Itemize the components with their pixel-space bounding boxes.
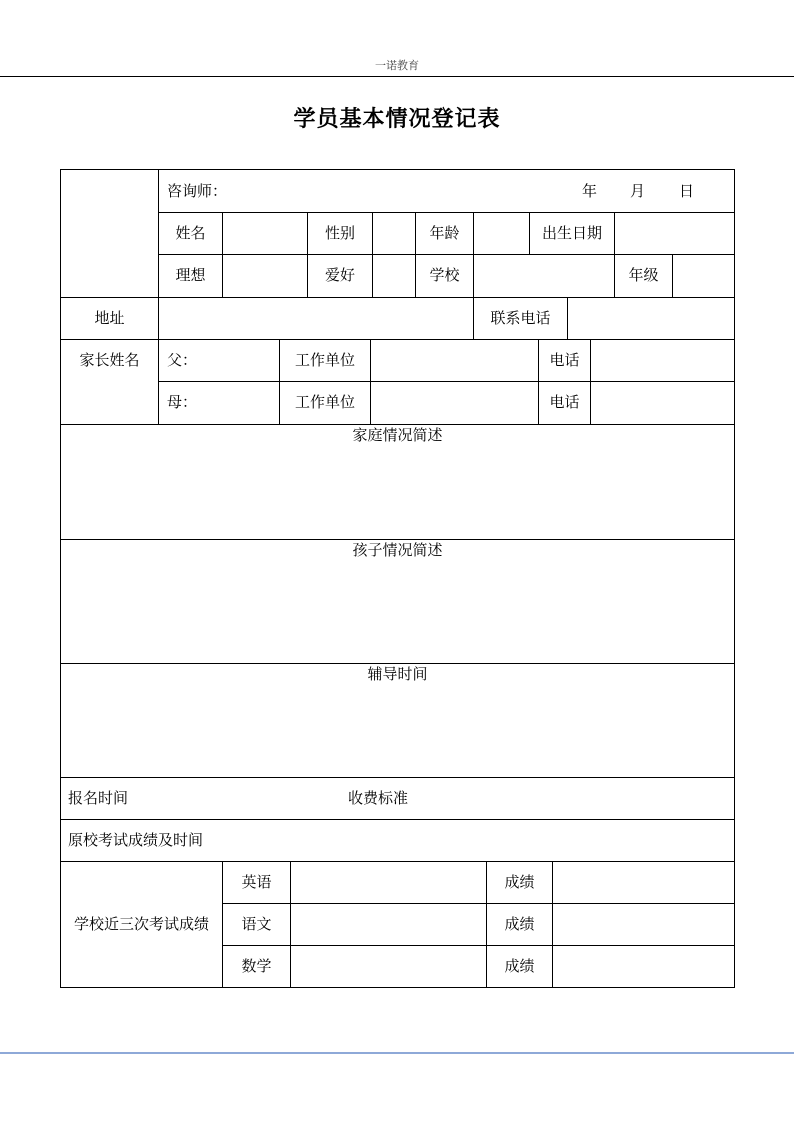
- grid-line: [222, 903, 734, 904]
- tutoring-time-label: 辅导时间: [367, 665, 428, 683]
- subject-english-label: 英语: [241, 873, 272, 891]
- registration-form: [60, 169, 735, 988]
- score-label: 成绩: [504, 957, 535, 975]
- address-label: 地址: [94, 309, 125, 327]
- school-label: 学校: [429, 266, 460, 284]
- family-description-label: 家庭情况简述: [352, 426, 443, 444]
- grid-line: [290, 861, 291, 987]
- mother-phone-label: 电话: [549, 393, 580, 411]
- header-divider: [0, 76, 794, 77]
- gender-label: 性别: [324, 224, 355, 242]
- contact-phone-label: 联系电话: [490, 309, 551, 327]
- score-label: 成绩: [504, 873, 535, 891]
- subject-chinese-label: 语文: [241, 915, 272, 933]
- fee-standard-label: 收费标准: [348, 789, 409, 807]
- previous-score-label: 原校考试成绩及时间: [68, 831, 204, 849]
- grid-line: [61, 339, 734, 340]
- month-label: 月: [630, 182, 646, 200]
- mother-work-unit-label: 工作单位: [294, 393, 355, 411]
- grid-line: [590, 339, 591, 424]
- name-label: 姓名: [175, 224, 206, 242]
- grid-line: [552, 861, 553, 987]
- grid-line: [158, 212, 734, 213]
- grid-line: [158, 381, 734, 382]
- mother-label: 母：: [167, 393, 198, 411]
- age-label: 年龄: [429, 224, 460, 242]
- consultant-label: 咨询师：: [167, 182, 228, 200]
- father-label: 父：: [167, 351, 198, 369]
- grid-line: [222, 945, 734, 946]
- hobby-label: 爱好: [324, 266, 355, 284]
- grid-line: [672, 254, 673, 297]
- page-title: 学员基本情况登记表: [293, 106, 501, 132]
- grid-line: [222, 212, 223, 297]
- father-phone-label: 电话: [549, 351, 580, 369]
- grid-line: [372, 212, 373, 297]
- footer-divider: [0, 1052, 794, 1054]
- enroll-time-label: 报名时间: [68, 789, 129, 807]
- grid-line: [370, 339, 371, 424]
- grid-line: [473, 212, 474, 297]
- parent-name-label: 家长姓名: [79, 351, 140, 369]
- grid-line: [567, 297, 568, 339]
- subject-math-label: 数学: [241, 957, 272, 975]
- grade-label: 年级: [628, 266, 659, 284]
- grid-line: [61, 777, 734, 778]
- header-org-name: 一诺教育: [375, 59, 419, 72]
- recent-exams-label: 学校近三次考试成绩: [73, 915, 209, 933]
- ideal-label: 理想: [175, 266, 206, 284]
- child-description-label: 孩子情况简述: [352, 541, 443, 559]
- grid-line: [158, 254, 734, 255]
- father-work-unit-label: 工作单位: [294, 351, 355, 369]
- score-label: 成绩: [504, 915, 535, 933]
- grid-line: [61, 819, 734, 820]
- grid-line: [158, 170, 159, 424]
- year-label: 年: [582, 182, 598, 200]
- grid-line: [61, 861, 734, 862]
- birthdate-label: 出生日期: [541, 224, 602, 242]
- day-label: 日: [679, 182, 695, 200]
- grid-line: [61, 297, 734, 298]
